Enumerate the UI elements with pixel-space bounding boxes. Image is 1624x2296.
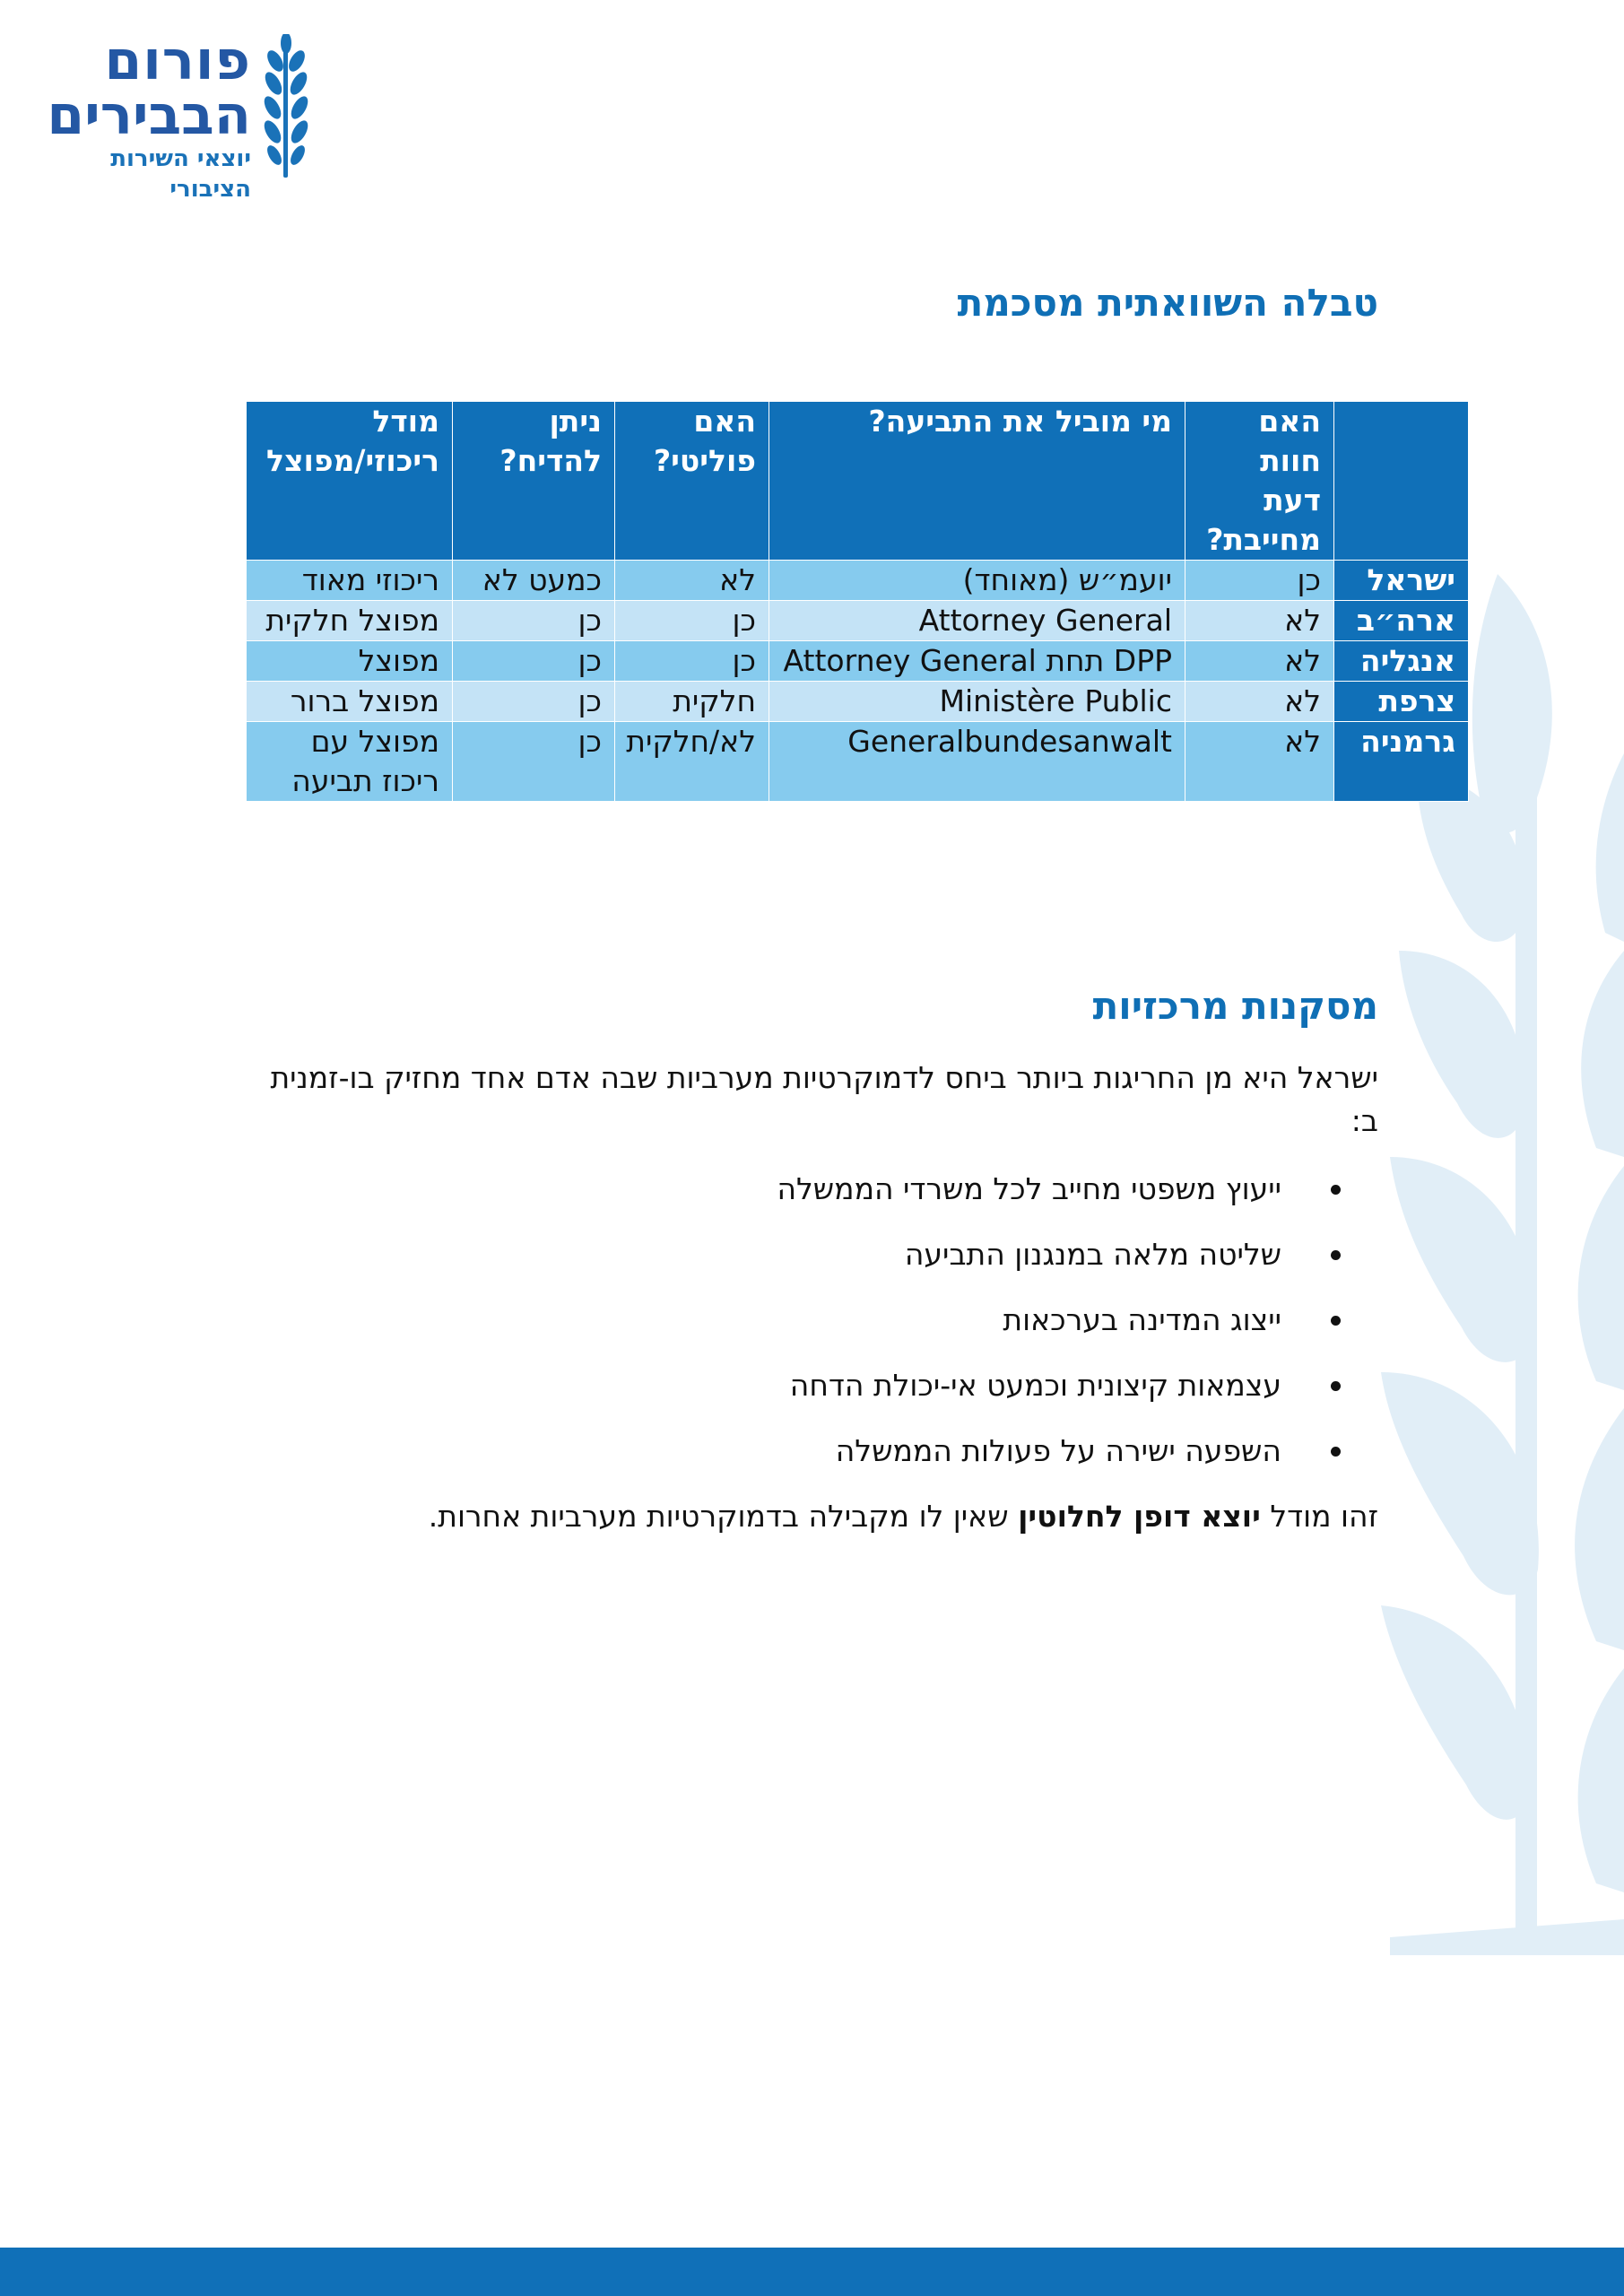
country-cell: אנגליה [1334, 641, 1469, 682]
prosecution-cell: Attorney General [769, 601, 1185, 641]
political-cell: כן [615, 601, 769, 641]
list-item-text: השפעה ישירה על פעולות הממשלה [835, 1433, 1281, 1468]
conclusions-closing [244, 1495, 1378, 1538]
bullet-icon [1331, 1185, 1341, 1195]
removable-cell: כן [453, 601, 615, 641]
model-cell: מפוצל חלקית [247, 601, 453, 641]
list-item-text: שליטה מלאה במנגנון התביעה [904, 1237, 1281, 1272]
prosecution-cell: יועמ״ש (מאוחד) [769, 561, 1185, 601]
removable-cell: כמעט לא [453, 561, 615, 601]
model-cell: מפוצל ברור [247, 682, 453, 722]
header-prosecution: מי מוביל את התביעה? [769, 402, 1185, 561]
country-cell: ארה״ב [1334, 601, 1469, 641]
country-cell: ישראל [1334, 561, 1469, 601]
list-item [777, 1233, 1281, 1276]
country-cell: צרפת [1334, 682, 1469, 722]
closing-text-end: שאין לו מקבילה בדמוקרטיות מערביות אחרות. [428, 1499, 1019, 1534]
binding-cell: כן [1185, 561, 1334, 601]
country-cell: גרמניה [1334, 722, 1469, 802]
removable-cell: כן [453, 682, 615, 722]
binding-cell: לא [1185, 601, 1334, 641]
bullet-icon [1331, 1447, 1341, 1457]
list-item [777, 1364, 1281, 1407]
wheat-stalk-icon [260, 34, 310, 182]
header-country [1334, 402, 1469, 561]
list-item [777, 1299, 1281, 1342]
header-binding: האם חוות דעת מחייבת? [1185, 402, 1334, 561]
bullet-icon [1331, 1250, 1341, 1260]
bullet-icon [1331, 1316, 1341, 1326]
binding-cell: לא [1185, 682, 1334, 722]
table-row [247, 561, 1469, 601]
political-cell: חלקית [615, 682, 769, 722]
list-item-text: ייצוג המדינה בערכאות [1003, 1302, 1281, 1337]
political-cell: לא/חלקית [615, 722, 769, 802]
model-cell: מפוצל עם ריכוז תביעה [247, 722, 453, 802]
list-item [777, 1168, 1281, 1211]
conclusions-list [777, 1168, 1378, 1495]
model-cell: ריכוזי מאוד [247, 561, 453, 601]
conclusions-title: מסקנות מרכזיות [1092, 984, 1378, 1028]
prosecution-cell: Ministère Public [769, 682, 1185, 722]
removable-cell: כן [453, 641, 615, 682]
model-cell: מפוצל [247, 641, 453, 682]
table-row [247, 641, 1469, 682]
header-removable: ניתן להדיח? [453, 402, 615, 561]
logo-line-3: יוצאי השירות הציבורי [110, 145, 251, 203]
list-item [777, 1430, 1281, 1473]
table-row [247, 682, 1469, 722]
binding-cell: לא [1185, 722, 1334, 802]
closing-emphasis: יוצא דופן לחלוטין [1018, 1499, 1261, 1534]
prosecution-cell: DPP תחת Attorney General [769, 641, 1185, 682]
footer-bar [0, 2248, 1624, 2296]
logo-line-2: הבבירים [47, 84, 251, 147]
conclusions-intro: ישראל היא מן החריגות ביותר ביחס לדמוקרטיות מערביות שבה אדם אחד מחזיק בו-זמנית ב: [270, 1060, 1378, 1138]
removable-cell: כן [453, 722, 615, 802]
header-model: מודל ריכוזי/מפוצל [247, 402, 453, 561]
comparison-table-title: טבלה השוואתית מסכמת [957, 281, 1378, 325]
binding-cell: לא [1185, 641, 1334, 682]
list-item-text: עצמאות קיצונית וכמעט אי-יכולת הדחה [789, 1368, 1281, 1403]
list-item-text: ייעוץ משפטי מחייב לכל משרדי הממשלה [777, 1171, 1281, 1206]
table-header-row [247, 402, 1469, 561]
table-row [247, 722, 1469, 802]
logo-line-1: פורום [104, 30, 251, 92]
comparison-table [246, 401, 1469, 802]
table-row [247, 601, 1469, 641]
prosecution-cell: Generalbundesanwalt [769, 722, 1185, 802]
header-political: האם פוליטי? [615, 402, 769, 561]
closing-text-start: זהו מודל [1260, 1499, 1378, 1534]
forum-logo [41, 30, 310, 203]
political-cell: לא [615, 561, 769, 601]
bullet-icon [1331, 1381, 1341, 1391]
political-cell: כן [615, 641, 769, 682]
